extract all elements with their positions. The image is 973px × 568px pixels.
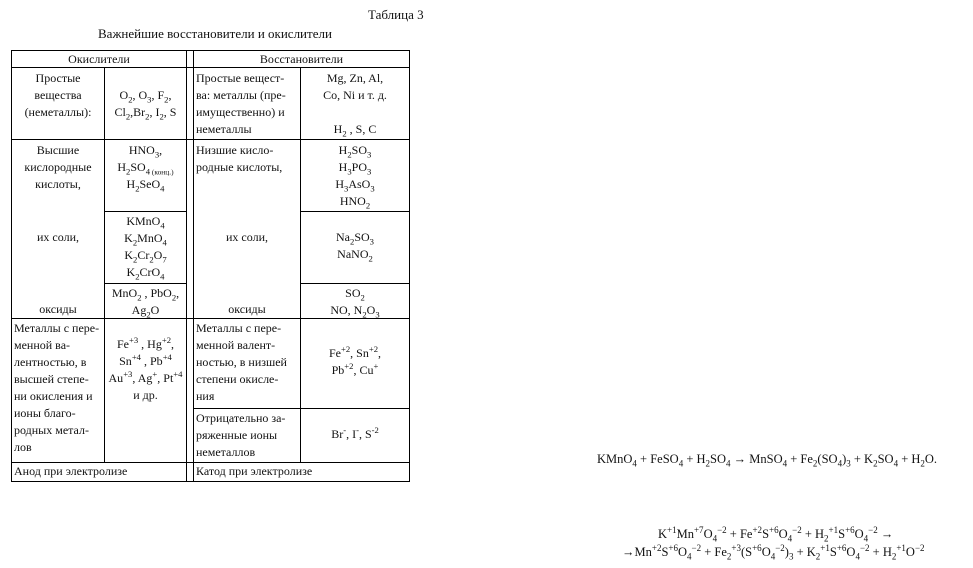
red-metals-label: Металлы с пере- менной валент- ностью, в низшей степени окисле- ния [196,321,287,403]
red-metals-formulas: $Fe^{+2}$, $Sn^{+2}$, $Pb^{+2}$, Cu+ [328,344,382,377]
red-salts-formulas: $Na_2SO_3$ NaNO$_2$ [336,230,374,264]
ox-oxides-label: оксиды [39,302,77,316]
ox-salts-formulas: KMnO$_4$ $K_2MnO_4$ $K_2Cr_2O_7$ $K_2CrO_4$ [124,214,167,282]
red-oxides-formulas: $SO_2$ NO, $N_2O_3$ [330,286,380,320]
red-anions-formulas: Br-, I-, $S^{-2}$ [331,425,379,441]
red-simple-label: Простые вещест- ва: металлы (пре- имущественно) и неметаллы [196,71,286,136]
ox-metals-formulas: $Fe^{+3}$ , $Hg^{+2}$, $Sn^{+4}$ , $Pb^{+4}$ $Au^{+3}$, Ag+, $Pt^{+4}$ и др. [108,335,183,402]
ox-acids-formulas: $HNO_3$, $H_2SO_4$ $_{(конц.)}$ $H_2SeO_4$ [117,143,174,194]
table-label: Таблица 3 [368,7,424,22]
ox-oxides-formulas: MnO$_2$ , PbO$_2$, $Ag_2O$ [111,286,180,320]
redox-equation: KMnO$_4$ + FeSO$_4$ + $H_2SO_4$ → MnSO$_4$ + $Fe_2(SO_4)_3 + K_2SO_4 + H_2O$. [597,452,938,469]
ox-metals-label: Металлы с пере- менной ва- лентностью, в высшей степе- ни окисления и ионы благо- родных метал- лов [14,321,100,454]
oxidation-states-line-1: $K^{+1}Mn^{+7}O_4^{-2} + Fe^{+2}S^{+6}O_4^{-2} + H_2^{+1}S^{+6}O_4^{-2}$ → [658,524,894,544]
red-salts-label: их соли, [226,230,268,244]
ox-simple-label: Простые вещества (неметаллы): [24,71,92,119]
red-oxides-label: оксиды [228,302,266,316]
table-title: Важнейшие восстановители и окислители [98,26,332,41]
red-acids-formulas: $H_2SO_3$ $H_3PO_3$ $H_3AsO_3$ $HNO_2$ [335,143,375,211]
red-acids-label: Низшие кисло- родные кислоты, [196,143,283,174]
ox-acids-label: Высшие кислородные кислоты, [24,143,92,191]
red-anions-label: Отрицательно за- ряженные ионы неметаллов [196,411,286,459]
oxidation-states-line-2: $\to Mn^{+2}S^{+6}O_4^{-2} + Fe_2^{+3}(S^{+6}O_4^{-2})_3 + K_2^{+1}S^{+6}O_4^{-2} + H_2^{+1}O^{-2}$ [622,542,925,562]
header-reducers: Восстановители [259,52,344,66]
ox-salts-label: их соли, [37,230,79,244]
anode-electrolysis: Анод при электролизе [14,464,128,478]
red-simple-nonmetals: $H_2$ , S, C [333,122,377,139]
red-simple-metals: Mg, Zn, Al, Co, Ni и т. д. [323,71,387,102]
ox-simple-formulas: $O_2$, $O_3$, $F_2$, $Cl_2,Br_2$, $I_2$, S [114,88,177,122]
header-oxidizers: Окислители [68,52,130,66]
cathode-electrolysis: Катод при электролизе [196,464,313,478]
